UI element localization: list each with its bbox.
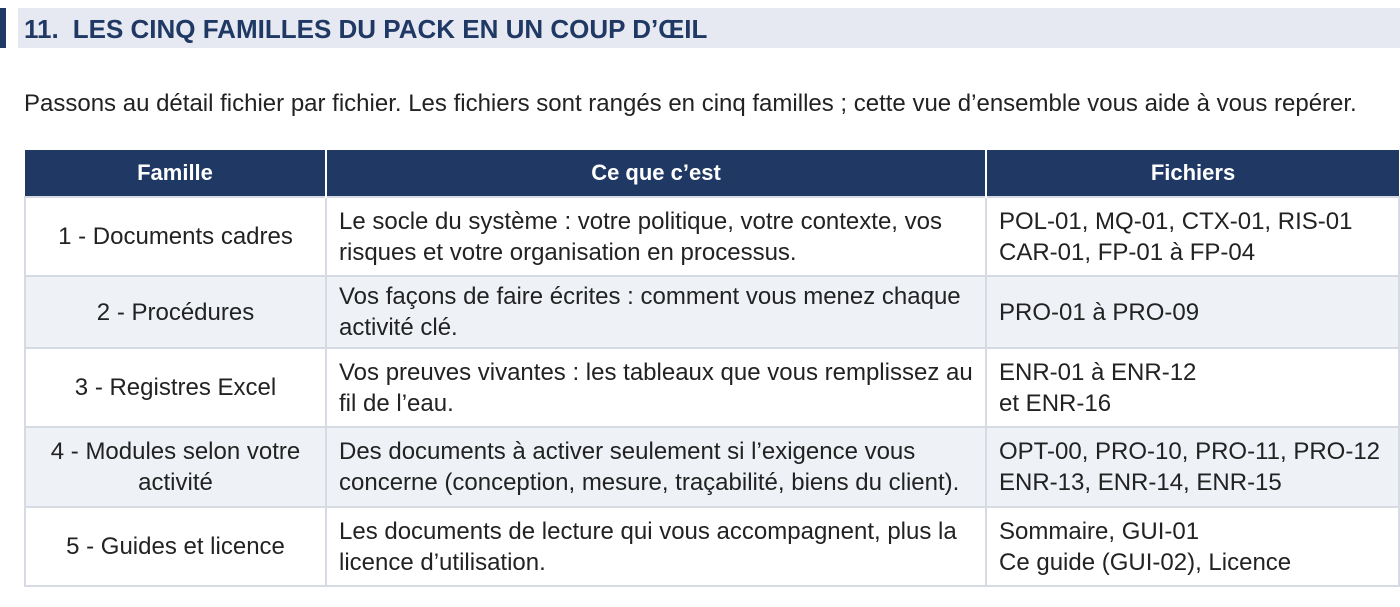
section-number: 11. [24, 14, 59, 44]
header-row [25, 150, 1399, 197]
family-cell: 2 - Procédures [25, 276, 326, 348]
files-cell [986, 276, 1399, 348]
file-line: PRO-01 à PRO-09 [999, 298, 1200, 326]
header-family: Famille [25, 150, 326, 197]
families-table [24, 150, 1400, 587]
table-row [25, 348, 1399, 427]
files-cell [986, 197, 1399, 276]
intro-paragraph: Passons au détail fichier par fichier. Les fichiers sont rangés en cinq familles ; cette vue d’ensemble vous aide à vous repérer. [24, 90, 1357, 117]
file-line: ENR-01 à ENR-12 [999, 358, 1197, 386]
file-line: OPT-00, PRO-10, PRO-11, PRO-12 [999, 438, 1381, 465]
section-title [24, 8, 707, 48]
family-cell: 4 - Modules selon votre activité [25, 427, 326, 507]
table-body [25, 197, 1399, 586]
file-line: CAR-01, FP-01 à FP-04 [999, 238, 1256, 266]
table-row [25, 507, 1399, 586]
files-cell [986, 507, 1399, 586]
section-heading [0, 8, 1400, 48]
section-title-text: LES CINQ FAMILLES DU PACK EN UN COUP D’ŒIL [72, 14, 708, 44]
header-description: Ce que c’est [326, 150, 986, 197]
table-header [25, 150, 1399, 197]
table-row [25, 427, 1399, 507]
header-files: Fichiers [986, 150, 1399, 197]
description-cell: Des documents à activer seulement si l’exigence vous concerne (conception, mesure, traçabilité, biens du client). [326, 427, 986, 507]
files-cell [986, 427, 1399, 507]
file-line: POL-01, MQ-01, CTX-01, RIS-01 [999, 207, 1353, 235]
description-cell: Vos façons de faire écrites : comment vous menez chaque activité clé. [326, 276, 986, 348]
family-cell: 1 - Documents cadres [25, 197, 326, 276]
file-line: Sommaire, GUI-01 [999, 517, 1200, 545]
file-line: Ce guide (GUI-02), Licence [999, 548, 1292, 576]
file-line: et ENR-16 [999, 389, 1112, 417]
family-cell: 3 - Registres Excel [25, 348, 326, 427]
family-cell: 5 - Guides et licence [25, 507, 326, 586]
description-cell: Vos preuves vivantes : les tableaux que vous remplissez au fil de l’eau. [326, 348, 986, 427]
table-row [25, 276, 1399, 348]
description-cell: Le socle du système : votre politique, votre contexte, vos risques et votre organisation en processus. [326, 197, 986, 276]
heading-accent-bar [0, 8, 6, 48]
description-cell: Les documents de lecture qui vous accompagnent, plus la licence d’utilisation. [326, 507, 986, 586]
files-cell [986, 348, 1399, 427]
file-line: ENR-13, ENR-14, ENR-15 [999, 469, 1282, 496]
table-row [25, 197, 1399, 276]
